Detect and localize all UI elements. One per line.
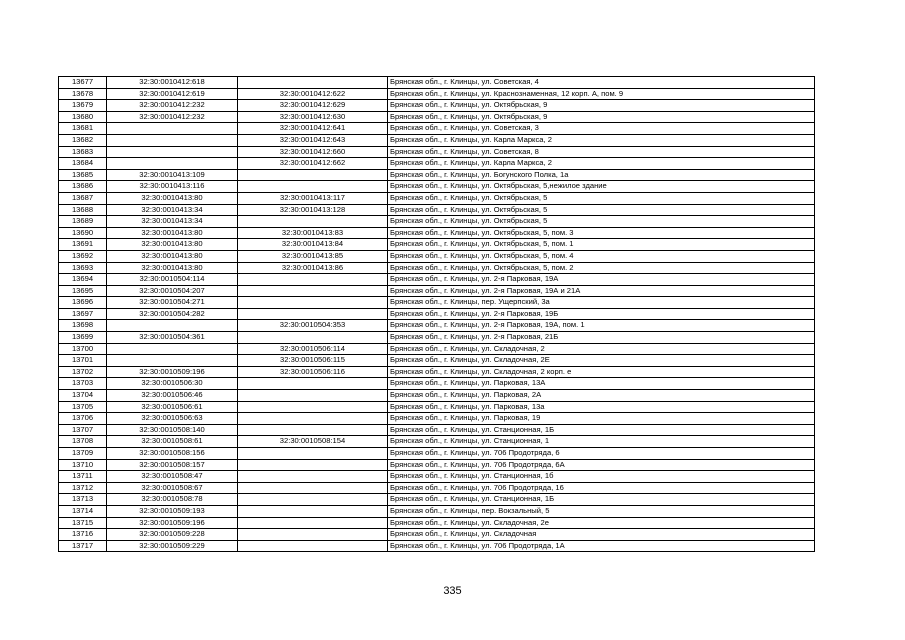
table-row: [59, 459, 815, 471]
table-row: [59, 181, 815, 193]
row-number-cell: 13696: [59, 297, 107, 309]
related-cadastral-number-cell: [238, 482, 388, 494]
cadastral-number-cell: [107, 123, 238, 135]
related-cadastral-number-cell: 32:30:0010508:154: [238, 436, 388, 448]
cadastral-number-cell: 32:30:0010413:80: [107, 192, 238, 204]
row-number-cell: 13699: [59, 332, 107, 344]
address-cell: Брянская обл., г. Клинцы, ул. Парковая, 13а: [388, 401, 815, 413]
address-cell: Брянская обл., г. Клинцы, ул. Карла Маркса, 2: [388, 134, 815, 146]
address-cell: Брянская обл., г. Клинцы, ул. Советская, 8: [388, 146, 815, 158]
address-cell: Брянская обл., г. Клинцы, ул. 2-я Парковая, 19А: [388, 274, 815, 286]
cadastral-number-cell: 32:30:0010506:30: [107, 378, 238, 390]
address-cell: Брянская обл., г. Клинцы, ул. Октябрьская, 9: [388, 100, 815, 112]
cadastral-number-cell: 32:30:0010509:196: [107, 517, 238, 529]
related-cadastral-number-cell: [238, 448, 388, 460]
row-number-cell: 13681: [59, 123, 107, 135]
cadastral-number-cell: 32:30:0010509:193: [107, 505, 238, 517]
row-number-cell: 13694: [59, 274, 107, 286]
address-cell: Брянская обл., г. Клинцы, ул. Парковая, 2А: [388, 390, 815, 402]
address-cell: Брянская обл., г. Клинцы, ул. Октябрьская, 5, пом. 2: [388, 262, 815, 274]
cadastral-number-cell: 32:30:0010508:78: [107, 494, 238, 506]
cadastral-number-cell: 32:30:0010412:618: [107, 77, 238, 89]
table-row: [59, 517, 815, 529]
related-cadastral-number-cell: [238, 390, 388, 402]
row-number-cell: 13682: [59, 134, 107, 146]
cadastral-number-cell: 32:30:0010509:196: [107, 366, 238, 378]
cadastral-number-cell: 32:30:0010504:207: [107, 285, 238, 297]
address-cell: Брянская обл., г. Клинцы, пер. Ущерпский, 3а: [388, 297, 815, 309]
cadastral-number-cell: 32:30:0010413:34: [107, 204, 238, 216]
row-number-cell: 13711: [59, 471, 107, 483]
row-number-cell: 13705: [59, 401, 107, 413]
table-row: [59, 436, 815, 448]
cadastral-number-cell: 32:30:0010504:361: [107, 332, 238, 344]
registry-table-body: [59, 77, 815, 552]
cadastral-number-cell: 32:30:0010508:140: [107, 424, 238, 436]
row-number-cell: 13692: [59, 250, 107, 262]
cadastral-number-cell: 32:30:0010508:47: [107, 471, 238, 483]
table-row: [59, 250, 815, 262]
row-number-cell: 13689: [59, 216, 107, 228]
related-cadastral-number-cell: [238, 413, 388, 425]
address-cell: Брянская обл., г. Клинцы, ул. 2-я Парковая, 19А, пом. 1: [388, 320, 815, 332]
cadastral-number-cell: [107, 320, 238, 332]
cadastral-number-cell: [107, 158, 238, 170]
cadastral-number-cell: [107, 146, 238, 158]
related-cadastral-number-cell: [238, 181, 388, 193]
cadastral-number-cell: 32:30:0010506:63: [107, 413, 238, 425]
row-number-cell: 13679: [59, 100, 107, 112]
row-number-cell: 13688: [59, 204, 107, 216]
row-number-cell: 13715: [59, 517, 107, 529]
related-cadastral-number-cell: 32:30:0010413:86: [238, 262, 388, 274]
related-cadastral-number-cell: [238, 424, 388, 436]
related-cadastral-number-cell: 32:30:0010413:128: [238, 204, 388, 216]
row-number-cell: 13716: [59, 529, 107, 541]
address-cell: Брянская обл., г. Клинцы, ул. Октябрьская, 5: [388, 204, 815, 216]
table-row: [59, 146, 815, 158]
table-row: [59, 366, 815, 378]
table-row: [59, 308, 815, 320]
row-number-cell: 13695: [59, 285, 107, 297]
related-cadastral-number-cell: 32:30:0010412:641: [238, 123, 388, 135]
related-cadastral-number-cell: [238, 471, 388, 483]
cadastral-number-cell: [107, 355, 238, 367]
table-row: [59, 227, 815, 239]
cadastral-number-cell: 32:30:0010413:80: [107, 239, 238, 251]
row-number-cell: 13698: [59, 320, 107, 332]
cadastral-number-cell: [107, 134, 238, 146]
cadastral-number-cell: 32:30:0010413:116: [107, 181, 238, 193]
related-cadastral-number-cell: 32:30:0010506:114: [238, 343, 388, 355]
address-cell: Брянская обл., г. Клинцы, ул. 2-я Парковая, 19А и 21А: [388, 285, 815, 297]
related-cadastral-number-cell: [238, 529, 388, 541]
table-row: [59, 192, 815, 204]
address-cell: Брянская обл., г. Клинцы, ул. 706 Продотряда, 1А: [388, 540, 815, 552]
address-cell: Брянская обл., г. Клинцы, ул. 706 Продотряда, 16: [388, 482, 815, 494]
table-row: [59, 355, 815, 367]
related-cadastral-number-cell: [238, 285, 388, 297]
table-row: [59, 343, 815, 355]
row-number-cell: 13710: [59, 459, 107, 471]
table-row: [59, 332, 815, 344]
table-row: [59, 505, 815, 517]
address-cell: Брянская обл., г. Клинцы, ул. Складочная, 2Е: [388, 355, 815, 367]
cadastral-number-cell: 32:30:0010413:109: [107, 169, 238, 181]
address-cell: Брянская обл., г. Клинцы, ул. Октябрьская, 5: [388, 192, 815, 204]
table-row: [59, 169, 815, 181]
cadastral-number-cell: 32:30:0010508:157: [107, 459, 238, 471]
address-cell: Брянская обл., г. Клинцы, ул. Октябрьская, 9: [388, 111, 815, 123]
table-row: [59, 77, 815, 89]
related-cadastral-number-cell: 32:30:0010506:116: [238, 366, 388, 378]
table-row: [59, 390, 815, 402]
related-cadastral-number-cell: [238, 378, 388, 390]
address-cell: Брянская обл., г. Клинцы, ул. Октябрьская, 5,нежилое здание: [388, 181, 815, 193]
row-number-cell: 13701: [59, 355, 107, 367]
related-cadastral-number-cell: [238, 459, 388, 471]
address-cell: Брянская обл., г. Клинцы, ул. Станционная, 1Б: [388, 494, 815, 506]
related-cadastral-number-cell: 32:30:0010412:629: [238, 100, 388, 112]
address-cell: Брянская обл., г. Клинцы, ул. Складочная: [388, 529, 815, 541]
row-number-cell: 13683: [59, 146, 107, 158]
related-cadastral-number-cell: 32:30:0010412:622: [238, 88, 388, 100]
table-row: [59, 540, 815, 552]
table-row: [59, 88, 815, 100]
address-cell: Брянская обл., г. Клинцы, пер. Вокзальный, 5: [388, 505, 815, 517]
address-cell: Брянская обл., г. Клинцы, ул. Парковая, 19: [388, 413, 815, 425]
address-cell: Брянская обл., г. Клинцы, ул. Складочная, 2 корп. е: [388, 366, 815, 378]
address-cell: Брянская обл., г. Клинцы, ул. Богунского Полка, 1а: [388, 169, 815, 181]
address-cell: Брянская обл., г. Клинцы, ул. 706 Продотряда, 6: [388, 448, 815, 460]
address-cell: Брянская обл., г. Клинцы, ул. Карла Маркса, 2: [388, 158, 815, 170]
address-cell: Брянская обл., г. Клинцы, ул. Станционная, 1б: [388, 471, 815, 483]
cadastral-number-cell: 32:30:0010506:61: [107, 401, 238, 413]
table-row: [59, 482, 815, 494]
related-cadastral-number-cell: [238, 401, 388, 413]
table-row: [59, 529, 815, 541]
related-cadastral-number-cell: 32:30:0010412:630: [238, 111, 388, 123]
related-cadastral-number-cell: [238, 494, 388, 506]
row-number-cell: 13697: [59, 308, 107, 320]
related-cadastral-number-cell: [238, 169, 388, 181]
related-cadastral-number-cell: 32:30:0010413:117: [238, 192, 388, 204]
table-row: [59, 448, 815, 460]
table-row: [59, 158, 815, 170]
address-cell: Брянская обл., г. Клинцы, ул. 2-я Парковая, 19Б: [388, 308, 815, 320]
table-row: [59, 320, 815, 332]
row-number-cell: 13693: [59, 262, 107, 274]
cadastral-number-cell: 32:30:0010413:80: [107, 262, 238, 274]
related-cadastral-number-cell: [238, 332, 388, 344]
row-number-cell: 13713: [59, 494, 107, 506]
row-number-cell: 13680: [59, 111, 107, 123]
row-number-cell: 13677: [59, 77, 107, 89]
row-number-cell: 13714: [59, 505, 107, 517]
table-row: [59, 274, 815, 286]
address-cell: Брянская обл., г. Клинцы, ул. Октябрьская, 5, пом. 4: [388, 250, 815, 262]
cadastral-number-cell: 32:30:0010412:232: [107, 100, 238, 112]
row-number-cell: 13691: [59, 239, 107, 251]
table-row: [59, 100, 815, 112]
cadastral-number-cell: 32:30:0010412:619: [107, 88, 238, 100]
cadastral-number-cell: 32:30:0010504:114: [107, 274, 238, 286]
row-number-cell: 13684: [59, 158, 107, 170]
table-row: [59, 285, 815, 297]
row-number-cell: 13678: [59, 88, 107, 100]
address-cell: Брянская обл., г. Клинцы, ул. Октябрьская, 5, пом. 1: [388, 239, 815, 251]
row-number-cell: 13706: [59, 413, 107, 425]
table-row: [59, 123, 815, 135]
table-row: [59, 111, 815, 123]
table-row: [59, 297, 815, 309]
related-cadastral-number-cell: [238, 505, 388, 517]
related-cadastral-number-cell: 32:30:0010413:83: [238, 227, 388, 239]
cadastral-number-cell: 32:30:0010504:282: [107, 308, 238, 320]
page-number: 335: [443, 585, 462, 597]
table-row: [59, 216, 815, 228]
row-number-cell: 13704: [59, 390, 107, 402]
cadastral-number-cell: 32:30:0010413:80: [107, 227, 238, 239]
row-number-cell: 13702: [59, 366, 107, 378]
table-row: [59, 378, 815, 390]
address-cell: Брянская обл., г. Клинцы, ул. Советская, 3: [388, 123, 815, 135]
row-number-cell: 13687: [59, 192, 107, 204]
cadastral-number-cell: 32:30:0010504:271: [107, 297, 238, 309]
table-row: [59, 401, 815, 413]
cadastral-number-cell: 32:30:0010413:34: [107, 216, 238, 228]
related-cadastral-number-cell: 32:30:0010412:643: [238, 134, 388, 146]
address-cell: Брянская обл., г. Клинцы, ул. Станционная, 1Б: [388, 424, 815, 436]
table-row: [59, 494, 815, 506]
row-number-cell: 13709: [59, 448, 107, 460]
address-cell: Брянская обл., г. Клинцы, ул. 706 Продотряда, 6А: [388, 459, 815, 471]
related-cadastral-number-cell: 32:30:0010504:353: [238, 320, 388, 332]
table-row: [59, 239, 815, 251]
cadastral-number-cell: 32:30:0010413:80: [107, 250, 238, 262]
cadastral-number-cell: 32:30:0010509:229: [107, 540, 238, 552]
address-cell: Брянская обл., г. Клинцы, ул. 2-я Парковая, 21Б: [388, 332, 815, 344]
row-number-cell: 13700: [59, 343, 107, 355]
address-cell: Брянская обл., г. Клинцы, ул. Краснознаменная, 12 корп. А, пом. 9: [388, 88, 815, 100]
cadastral-number-cell: 32:30:0010412:232: [107, 111, 238, 123]
cadastral-number-cell: 32:30:0010506:46: [107, 390, 238, 402]
address-cell: Брянская обл., г. Клинцы, ул. Октябрьская, 5, пом. 3: [388, 227, 815, 239]
cadastral-number-cell: 32:30:0010508:67: [107, 482, 238, 494]
table-row: [59, 471, 815, 483]
row-number-cell: 13717: [59, 540, 107, 552]
related-cadastral-number-cell: 32:30:0010412:660: [238, 146, 388, 158]
row-number-cell: 13703: [59, 378, 107, 390]
table-row: [59, 424, 815, 436]
row-number-cell: 13685: [59, 169, 107, 181]
row-number-cell: 13690: [59, 227, 107, 239]
cadastral-number-cell: 32:30:0010508:156: [107, 448, 238, 460]
related-cadastral-number-cell: [238, 77, 388, 89]
cadastral-number-cell: [107, 343, 238, 355]
table-row: [59, 134, 815, 146]
address-cell: Брянская обл., г. Клинцы, ул. Парковая, 13А: [388, 378, 815, 390]
row-number-cell: 13712: [59, 482, 107, 494]
address-cell: Брянская обл., г. Клинцы, ул. Складочная, 2: [388, 343, 815, 355]
address-cell: Брянская обл., г. Клинцы, ул. Складочная, 2е: [388, 517, 815, 529]
table-row: [59, 413, 815, 425]
row-number-cell: 13686: [59, 181, 107, 193]
address-cell: Брянская обл., г. Клинцы, ул. Советская, 4: [388, 77, 815, 89]
row-number-cell: 13707: [59, 424, 107, 436]
table-row: [59, 204, 815, 216]
related-cadastral-number-cell: [238, 297, 388, 309]
table-row: [59, 262, 815, 274]
related-cadastral-number-cell: [238, 540, 388, 552]
related-cadastral-number-cell: 32:30:0010413:85: [238, 250, 388, 262]
cadastral-number-cell: 32:30:0010508:61: [107, 436, 238, 448]
related-cadastral-number-cell: [238, 308, 388, 320]
related-cadastral-number-cell: [238, 216, 388, 228]
cadastral-number-cell: 32:30:0010509:228: [107, 529, 238, 541]
address-cell: Брянская обл., г. Клинцы, ул. Станционная, 1: [388, 436, 815, 448]
related-cadastral-number-cell: 32:30:0010506:115: [238, 355, 388, 367]
related-cadastral-number-cell: [238, 517, 388, 529]
related-cadastral-number-cell: 32:30:0010412:662: [238, 158, 388, 170]
row-number-cell: 13708: [59, 436, 107, 448]
registry-table: [58, 76, 815, 552]
related-cadastral-number-cell: [238, 274, 388, 286]
address-cell: Брянская обл., г. Клинцы, ул. Октябрьская, 5: [388, 216, 815, 228]
related-cadastral-number-cell: 32:30:0010413:84: [238, 239, 388, 251]
